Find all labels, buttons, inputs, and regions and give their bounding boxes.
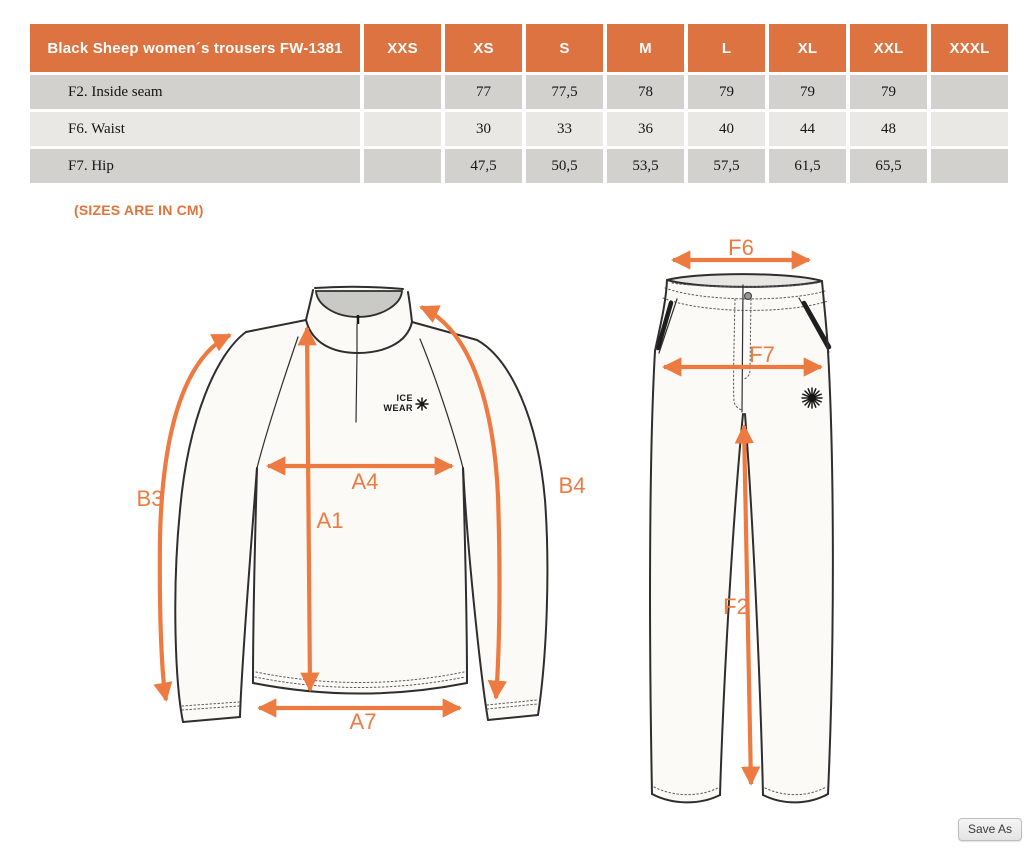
cell-inside-seam-xxl: 79 (850, 75, 927, 109)
col-header-s: S (526, 24, 603, 72)
measure-label-f2: F2 (723, 594, 749, 619)
row-label-waist: F6. Waist (30, 112, 360, 146)
cell-inside-seam-m: 78 (607, 75, 684, 109)
col-header-xxxl: XXXL (931, 24, 1008, 72)
cell-waist-m: 36 (607, 112, 684, 146)
col-header-l: L (688, 24, 765, 72)
measure-label-a7: A7 (349, 709, 377, 734)
cell-hip-xxs (364, 149, 441, 183)
row-label-hip: F7. Hip (30, 149, 360, 183)
col-header-xl: XL (769, 24, 846, 72)
cell-inside-seam-xxxl (931, 75, 1008, 109)
trousers-snowflake-icon (802, 388, 822, 408)
measure-label-f6: F6 (728, 236, 754, 260)
waist-button (745, 293, 752, 300)
cell-waist-xxxl (931, 112, 1008, 146)
logo-text-ice: ICE (396, 393, 413, 403)
cell-hip-l: 57,5 (688, 149, 765, 183)
cell-waist-xxs (364, 112, 441, 146)
cell-waist-xxl: 48 (850, 112, 927, 146)
cell-hip-xxl: 65,5 (850, 149, 927, 183)
cell-hip-xl: 61,5 (769, 149, 846, 183)
cell-hip-m: 53,5 (607, 149, 684, 183)
row-label-inside-seam: F2. Inside seam (30, 75, 360, 109)
cell-inside-seam-xl: 79 (769, 75, 846, 109)
measure-label-a4: A4 (351, 469, 379, 494)
cell-waist-s: 33 (526, 112, 603, 146)
cell-inside-seam-l: 79 (688, 75, 765, 109)
col-header-m: M (607, 24, 684, 72)
measure-label-f7: F7 (749, 342, 775, 367)
col-header-xxs: XXS (364, 24, 441, 72)
col-header-xxl: XXL (850, 24, 927, 72)
trousers-silhouette (650, 275, 833, 802)
trousers-diagram (628, 236, 878, 836)
cell-inside-seam-xxs (364, 75, 441, 109)
waist-opening (667, 274, 822, 287)
cell-inside-seam-s: 77,5 (526, 75, 603, 109)
cell-hip-xxxl (931, 149, 1008, 183)
sizes-note: (SIZES ARE IN CM) (74, 202, 204, 218)
arrow-a1 (307, 328, 310, 690)
logo-snowflake-icon (416, 398, 428, 410)
logo-text-wear: WEAR (383, 403, 413, 413)
table-title-cell: Black Sheep women´s trousers FW-1381 (30, 24, 360, 72)
save-as-button[interactable]: Save As (958, 818, 1022, 841)
cell-waist-xs: 30 (445, 112, 522, 146)
cell-hip-s: 50,5 (526, 149, 603, 183)
cell-hip-xs: 47,5 (445, 149, 522, 183)
col-header-xs: XS (445, 24, 522, 72)
size-table (30, 24, 1008, 183)
cell-waist-l: 40 (688, 112, 765, 146)
cell-inside-seam-xs: 77 (445, 75, 522, 109)
measure-label-a1: A1 (316, 508, 344, 533)
measure-label-b3: B3 (136, 486, 164, 511)
measure-label-b4: B4 (558, 473, 586, 498)
cell-waist-xl: 44 (769, 112, 846, 146)
shirt-diagram (120, 258, 595, 748)
